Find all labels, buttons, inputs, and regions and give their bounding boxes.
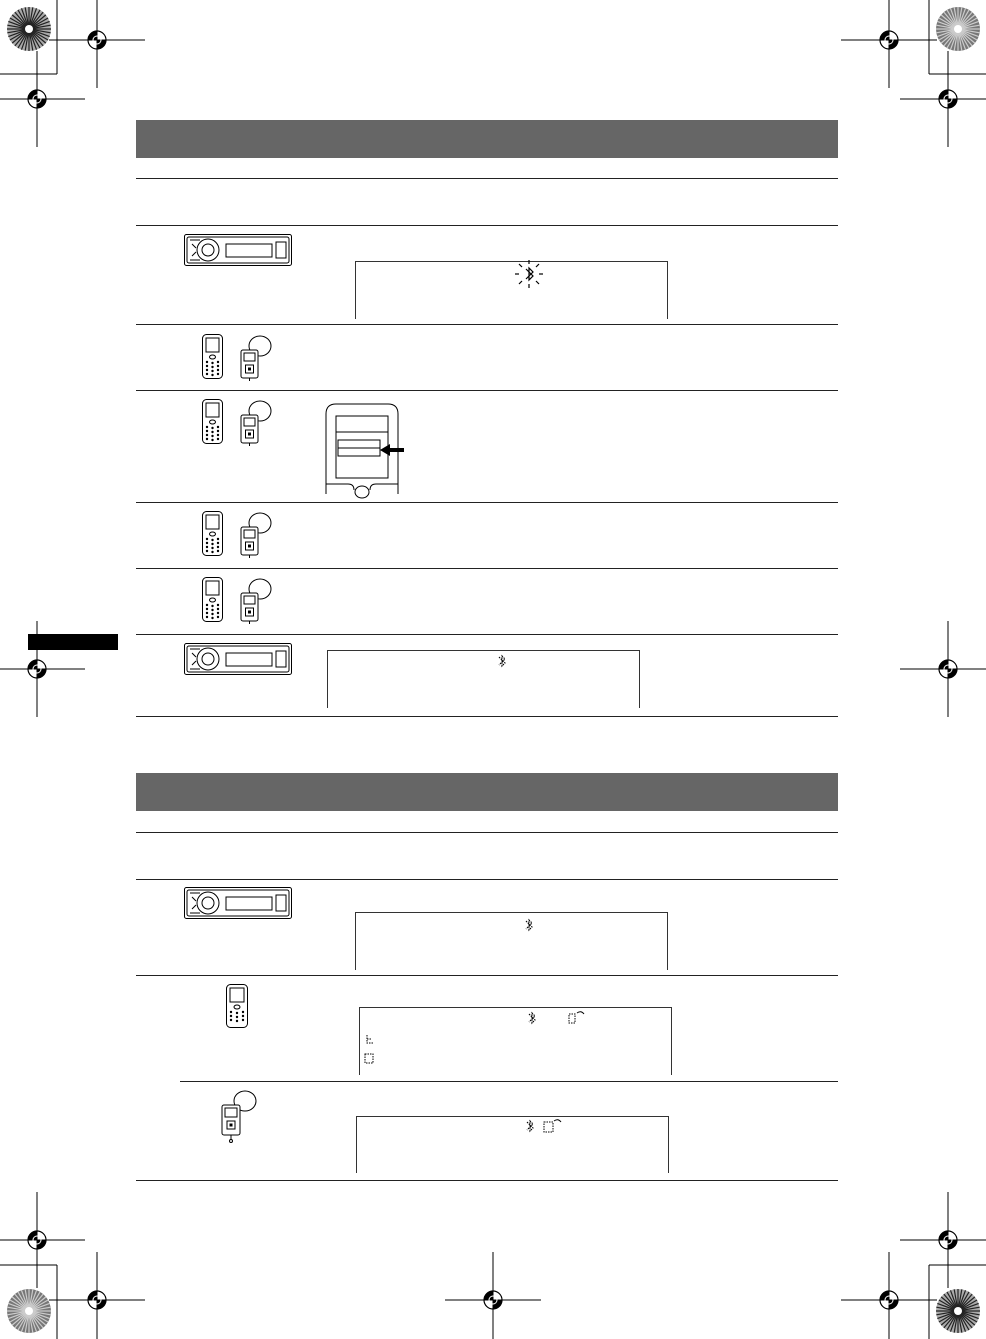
phone-and-audio-player-icons <box>202 511 272 559</box>
phone-and-audio-player-icons <box>202 334 272 382</box>
section-1-header-text <box>136 131 146 147</box>
divider <box>136 879 838 880</box>
phone-and-audio-player-icons <box>202 399 272 447</box>
registration-mark <box>900 621 986 717</box>
head-unit-icon <box>184 234 292 266</box>
audio-player-icon <box>241 579 271 624</box>
display-panel <box>327 650 640 708</box>
divider <box>136 390 838 391</box>
bluetooth-icon <box>521 917 537 933</box>
phone-icon <box>226 984 248 1028</box>
audio-player-icon <box>241 513 271 558</box>
phone-screen-illustration <box>324 402 412 494</box>
bluetooth-icon <box>494 653 510 669</box>
display-panel <box>355 261 668 319</box>
device-icons-row-2 <box>202 334 272 382</box>
phone-and-audio-player-icons <box>202 577 272 625</box>
divider <box>136 975 838 976</box>
divider <box>136 324 838 325</box>
display-panel <box>355 912 668 970</box>
registration-mark <box>841 0 937 88</box>
display-panel <box>356 1116 669 1173</box>
bluetooth-icon <box>522 1118 538 1134</box>
side-tab <box>28 634 118 650</box>
head-unit-icon <box>184 887 292 919</box>
divider <box>136 225 838 226</box>
divider <box>180 1081 838 1082</box>
head-unit-icon <box>184 643 292 675</box>
phone-icon <box>203 400 223 444</box>
registration-mark <box>0 1192 85 1288</box>
registration-mark <box>445 1252 541 1339</box>
section-2-header-text <box>136 784 146 800</box>
call-icon <box>364 1034 376 1048</box>
divider <box>136 634 838 635</box>
phone-icon <box>203 335 223 379</box>
phone-icon <box>203 578 223 622</box>
registration-mark <box>841 1252 937 1339</box>
divider <box>136 568 838 569</box>
bluetooth-icon <box>524 1010 540 1026</box>
registration-mark <box>49 1252 145 1339</box>
divider <box>136 1180 838 1181</box>
signal-icon <box>364 1052 376 1066</box>
device-icons-row-3 <box>202 399 272 447</box>
audio-player-icon <box>241 401 271 446</box>
divider <box>136 502 838 503</box>
audio-player-icon <box>241 336 271 381</box>
divider <box>136 178 838 179</box>
bluetooth-icon-blinking <box>513 258 545 290</box>
registration-mark <box>49 0 145 88</box>
divider <box>136 716 838 717</box>
device-icons-row-4 <box>202 511 272 559</box>
registration-mark <box>0 51 85 147</box>
phone-connected-icon <box>568 1010 586 1024</box>
audio-connected-icon <box>543 1118 563 1134</box>
registration-mark <box>900 51 986 147</box>
device-icons-row-5 <box>202 577 272 625</box>
registration-mark <box>900 1192 986 1288</box>
audio-player-icon <box>221 1089 259 1143</box>
divider <box>136 832 838 833</box>
section-2-header-bar <box>136 773 838 811</box>
display-panel <box>359 1007 672 1075</box>
section-1-header-bar <box>136 120 838 158</box>
phone-icon <box>203 512 223 556</box>
